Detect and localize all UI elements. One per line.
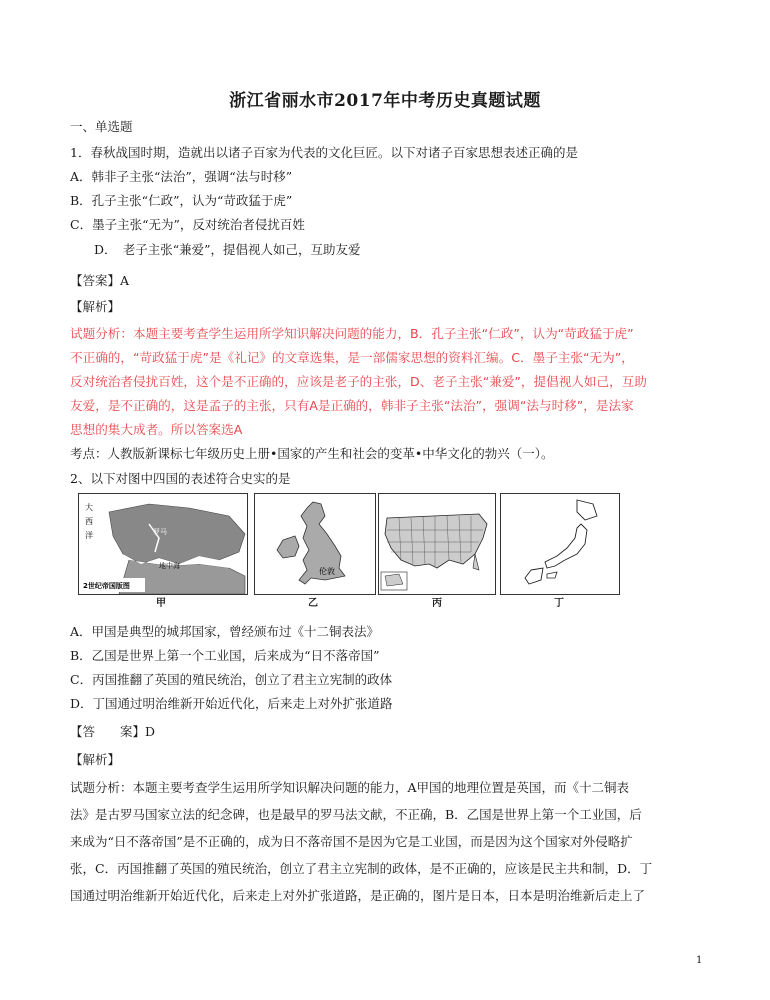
map-japan: [500, 493, 620, 595]
q1-option-b: B．孔子主张“仁政”，认为“苛政猛于虎”: [70, 193, 293, 208]
q1-analysis-line: 思想的集大成者。所以答案选A: [70, 422, 243, 437]
map-label: 丁: [554, 598, 564, 609]
q1-option-d: D． 老子主张“兼爱”，提倡视人如己，互助友爱: [94, 242, 361, 257]
map-text: 西: [85, 517, 93, 526]
map-usa: [378, 493, 496, 595]
q2-analysis-label: 【解析】: [70, 752, 121, 767]
section-heading: 一、单选题: [70, 119, 133, 134]
map-text: 大: [85, 503, 93, 512]
map-label: 甲: [156, 598, 166, 609]
q2-analysis-line: 国通过明治维新开始近代化，后来走上对外扩张道路，是正确的，图片是日本，日本是明治维新后走上了: [70, 888, 646, 903]
map-text: 洋: [85, 531, 93, 540]
q2-maps-figure: [70, 493, 627, 609]
q1-option-c: C．墨子主张“无为”，反对统治者侵扰百姓: [70, 217, 305, 232]
q1-answer: 【答案】A: [70, 273, 130, 288]
q2-option-b: B．乙国是世界上第一个工业国，后来成为“日不落帝国”: [70, 648, 380, 663]
q2-option-a: A．甲国是典型的城邦国家，曾经颁布过《十二铜表法》: [70, 624, 380, 639]
page-number: 1: [696, 955, 703, 966]
q1-kaodian: 考点：人教版新课标七年级历史上册•国家的产生和社会的变革•中华文化的勃兴（一）。: [70, 446, 554, 461]
q1-analysis-line: 不正确的，“苛政猛于虎”是《礼记》的文章选集，是一部儒家思想的资料汇编。C．墨子主张“无为”，: [70, 350, 634, 365]
q2-analysis-line: 张，C．丙国推翻了英国的殖民统治，创立了君主立宪制的政体，是不正确的，应该是民主共和制，D．丁: [70, 861, 653, 876]
q1-analysis-label: 【解析】: [70, 299, 121, 314]
q2-stem: 2、以下对图中四国的表述符合史实的是: [70, 471, 291, 486]
map-text: 罗马: [153, 528, 167, 536]
q2-analysis-line: 试题分析：本题主要考查学生运用所学知识解决问题的能力，A甲国的地理位置是英国，而《十二铜表: [70, 780, 630, 795]
map-britain: [254, 493, 376, 595]
q1-analysis-line: 友爱，是不正确的，这是孟子的主张，只有A是正确的，韩非子主张“法治”，强调“法与时移”，是法家: [70, 398, 634, 413]
map-text: 伦敦: [319, 567, 335, 576]
map-label: 乙: [308, 598, 318, 609]
q2-option-d: D．丁国通过明治维新开始近代化，后来走上对外扩张道路: [70, 696, 393, 711]
map-text: 地中海: [159, 562, 180, 570]
map-label: 丙: [432, 598, 442, 609]
q1-stem: 1．春秋战国时期，造就出以诸子百家为代表的文化巨匠。以下对诸子百家思想表述正确的是: [70, 145, 578, 160]
q2-answer: 【答 案】D: [70, 724, 156, 739]
q1-analysis-line: 反对统治者侵扰百姓，这个是不正确的，应该是老子的主张，D、老子主张“兼爱”，提倡视人如己，互助: [70, 374, 647, 389]
map-text: 2世纪帝国版图: [83, 582, 130, 590]
map-roman-empire: [78, 493, 248, 595]
q1-option-a: A．韩非子主张“法治”，强调“法与时移”: [70, 169, 293, 184]
q2-analysis-line: 来成为“日不落帝国”是不正确的，成为日不落帝国不是因为它是工业国，而是因为这个国家对外侵略扩: [70, 834, 633, 849]
page-title: 浙江省丽水市2017年中考历史真题试题: [229, 91, 541, 111]
q2-analysis-line: 法》是古罗马国家立法的纪念碑，也是最早的罗马法文献，不正确，B．乙国是世界上第一个工业国，后: [70, 807, 642, 822]
q1-analysis-line: 试题分析：本题主要考查学生运用所学知识解决问题的能力，B．孔子主张“仁政”，认为“苛政猛于虎”: [70, 326, 634, 341]
q2-option-c: C．丙国推翻了英国的殖民统治，创立了君主立宪制的政体: [70, 672, 393, 687]
